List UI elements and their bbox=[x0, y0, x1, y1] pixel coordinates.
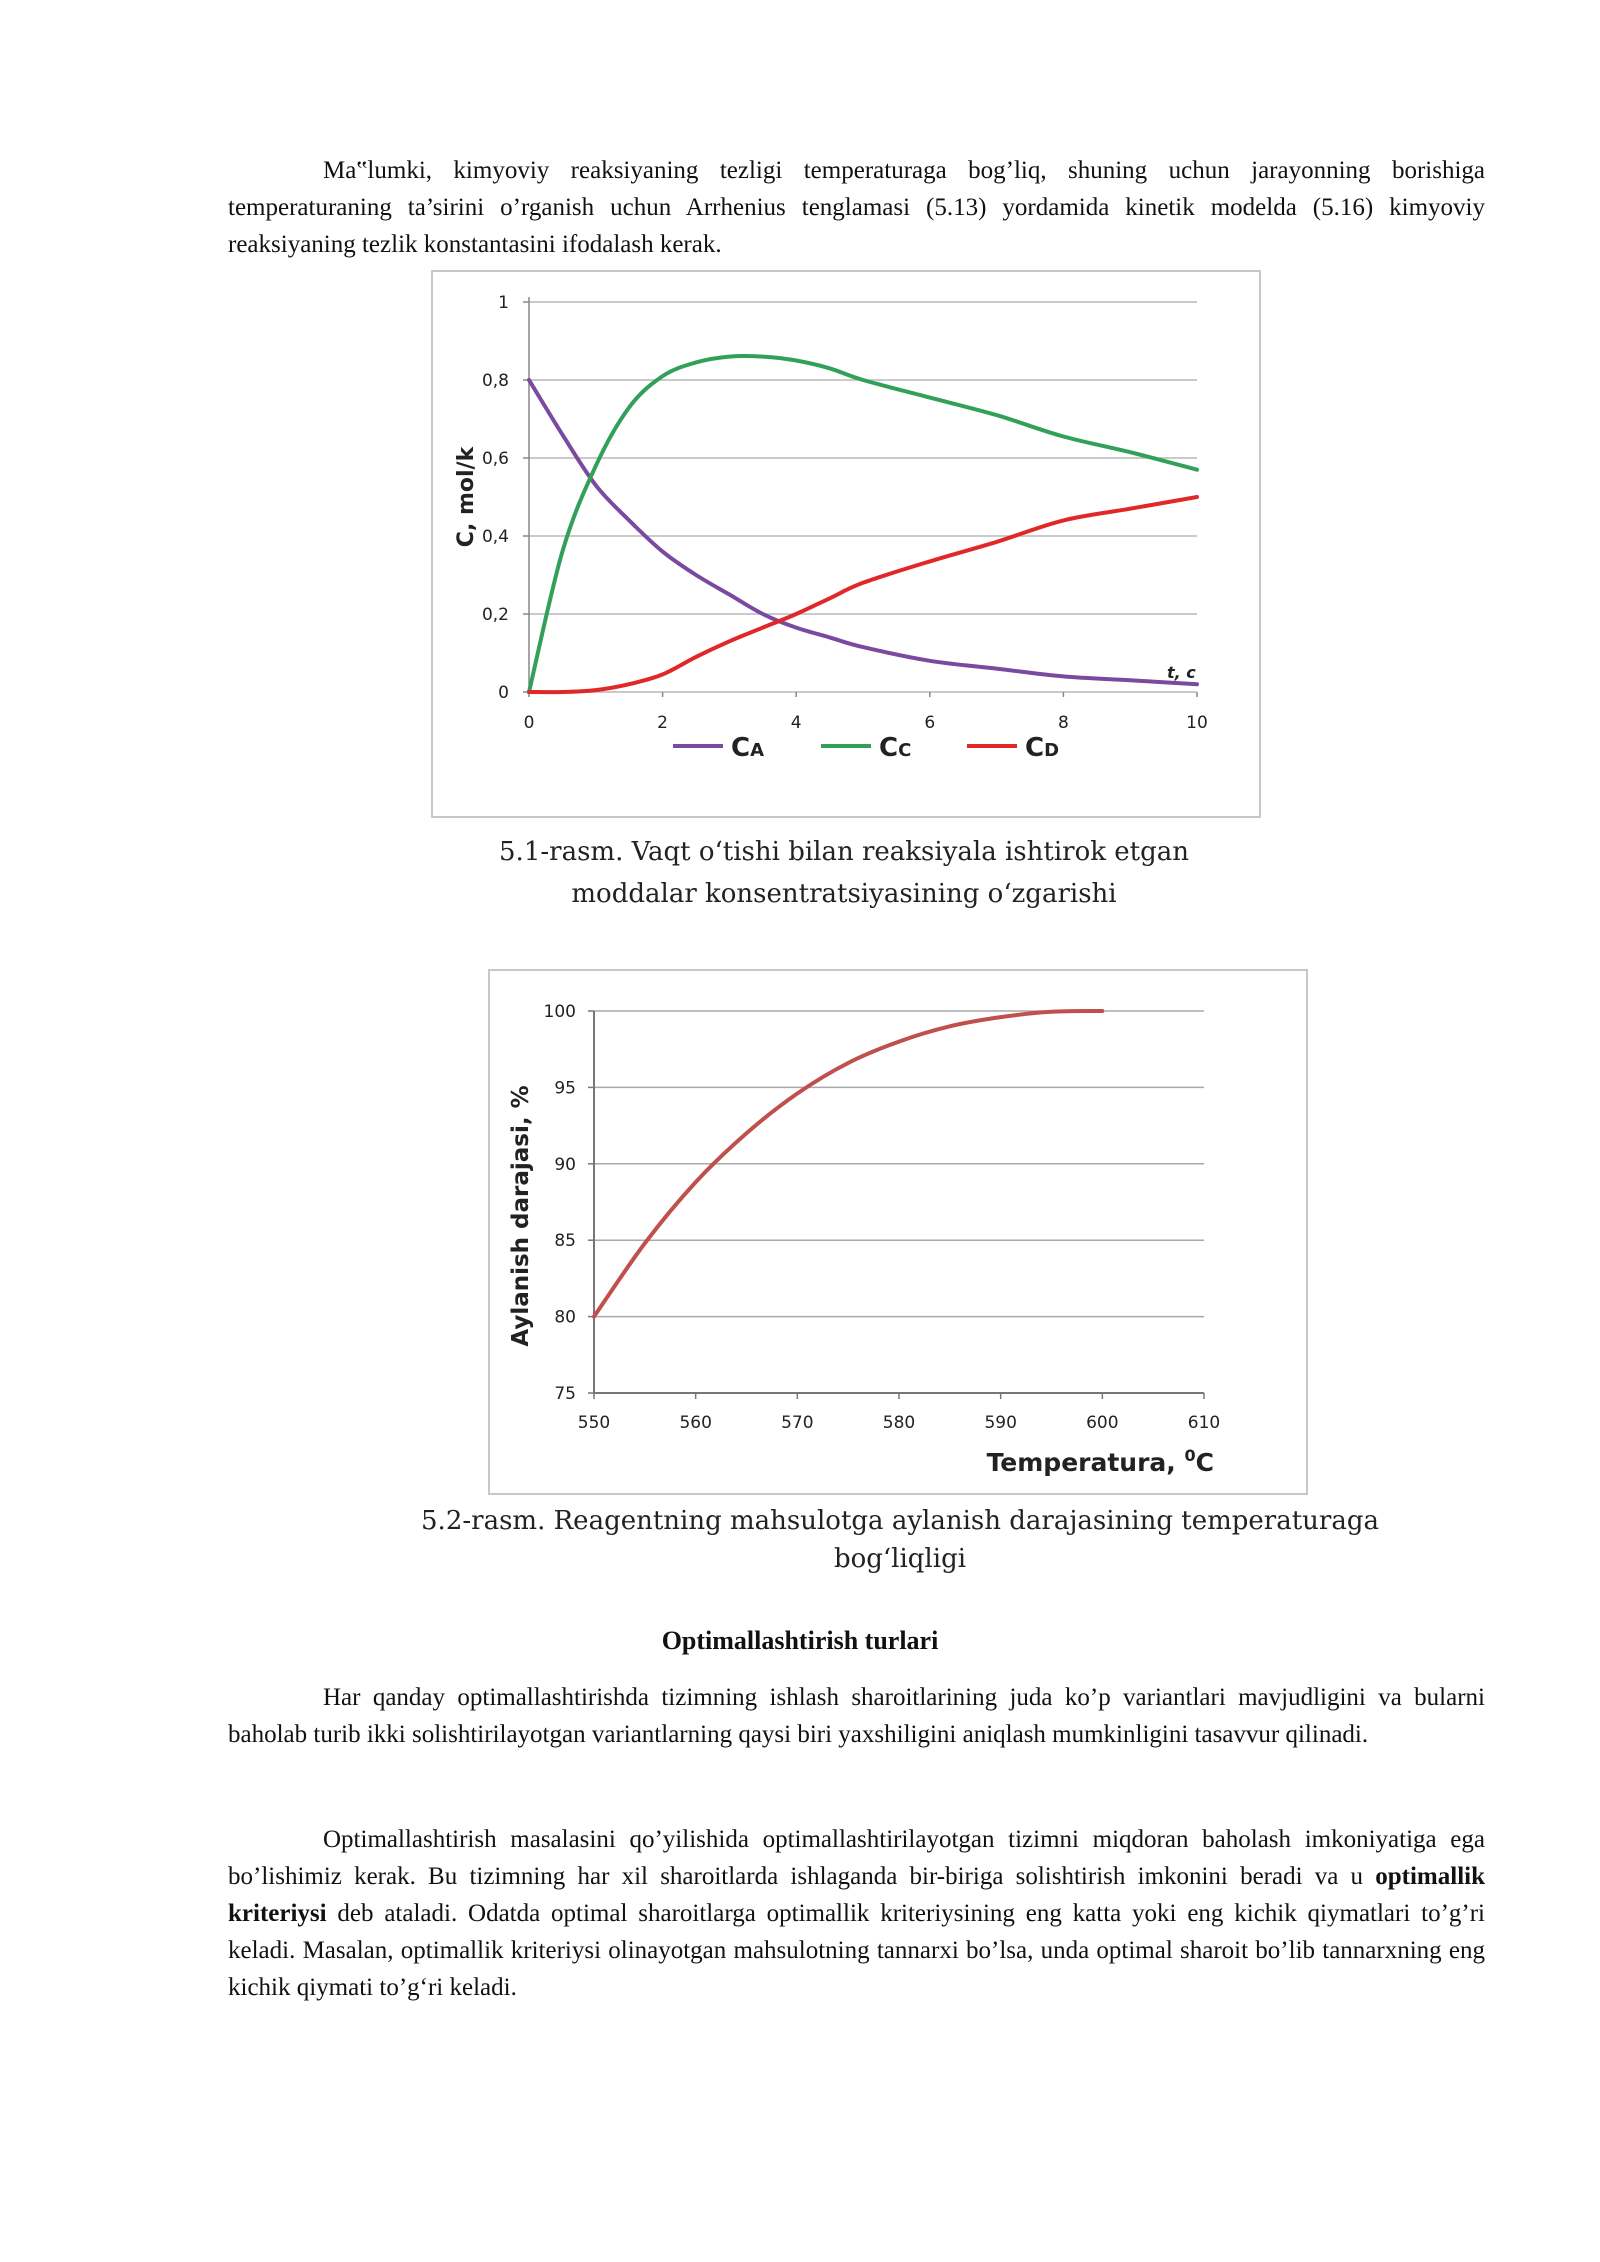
x-tick-label: 4 bbox=[790, 713, 802, 733]
paragraph-3 bbox=[228, 1821, 1485, 2006]
y-tick-label: 75 bbox=[554, 1384, 576, 1404]
legend-subscript: C bbox=[898, 740, 912, 761]
y-axis-label: Aylanish darajasi, % bbox=[508, 1085, 534, 1347]
figure1-caption-line2: moddalar konsentratsiyasining o‘zgarishi bbox=[571, 879, 1117, 909]
y-tick-label: 0,4 bbox=[481, 527, 509, 547]
y-tick-label: 0,6 bbox=[481, 449, 509, 469]
concentration-chart bbox=[433, 272, 1259, 816]
conversion-chart bbox=[490, 971, 1306, 1493]
y-tick-label: 0,2 bbox=[481, 605, 509, 625]
legend-label-CC: CC bbox=[879, 733, 912, 763]
y-tick-label: 85 bbox=[554, 1231, 576, 1252]
x-axis-label-degree: 0 bbox=[1184, 1446, 1196, 1465]
x-tick-label: 0 bbox=[523, 713, 535, 733]
legend-subscript: A bbox=[750, 740, 765, 761]
x-tick-label: 8 bbox=[1057, 713, 1069, 733]
legend-subscript: D bbox=[1044, 740, 1060, 761]
legend-label-CD: CD bbox=[1025, 733, 1060, 763]
intro-text: Ma‟lumki, kimyoviy reaksiyaning tezligi temperaturaga bog’liq, shuning uchun jarayonning borishiga temperaturaning ta’sirini o’rganish uchun Arrhenius tenglamasi (5.13) yordamida kinetik modelda (5.16) kimyoviy reaksiyaning tezlik konstantasini ifodalash kerak. bbox=[228, 157, 1485, 258]
x-tick-label: 580 bbox=[882, 1413, 916, 1433]
y-axis-label: C, mol/k bbox=[454, 446, 479, 548]
paragraph-2 bbox=[228, 1679, 1485, 1753]
figure2-caption bbox=[300, 1502, 1500, 1578]
x-tick-label: 6 bbox=[924, 713, 936, 733]
figure2-frame bbox=[488, 969, 1308, 1495]
x-tick-label: 560 bbox=[679, 1413, 712, 1433]
x-axis-label-unit: C bbox=[1195, 1448, 1214, 1477]
x-tick-label: 570 bbox=[781, 1413, 814, 1433]
x-tick-label: 10 bbox=[1186, 713, 1208, 733]
x-tick-label: 2 bbox=[657, 713, 669, 733]
series-line-CA bbox=[529, 380, 1197, 684]
intro-paragraph bbox=[228, 152, 1485, 263]
x-axis-label: t, c bbox=[1167, 663, 1196, 682]
x-tick-label: 600 bbox=[1086, 1413, 1119, 1433]
y-tick-label: 1 bbox=[498, 293, 509, 313]
y-tick-label: 0,8 bbox=[481, 371, 509, 391]
paragraph-3-text-start: Optimallashtirish masalasini qo’yilishida optimallashtirilayotgan tizimni miqdoran baholash imkoniyatiga ega bo’lishimiz kerak. Bu tizimning har xil sharoitlarda ishlaganda bir-biriga solishtirish imkonini beradi va u bbox=[228, 1826, 1485, 1890]
legend-label-CA: CA bbox=[731, 733, 765, 763]
y-tick-label: 95 bbox=[554, 1078, 576, 1099]
y-tick-label: 80 bbox=[554, 1307, 576, 1328]
optimality-criterion-term: optimallik kriteriysi bbox=[228, 1863, 1485, 1927]
x-tick-label: 610 bbox=[1187, 1413, 1221, 1433]
paragraph-2-text: Har qanday optimallashtirishda tizimning ishlash sharoitlarining juda ko’p variantlari mavjudligini va bularni baholab turib ikki solishtirilayotgan variantlarning qaysi biri yaxshiligini aniqlash mumkinligini tasavvur qilinadi. bbox=[228, 1684, 1485, 1748]
section-heading: Optimallashtirish turlari bbox=[661, 1626, 939, 1655]
x-axis-label: Temperatura, $^0$C bbox=[986, 1446, 1214, 1477]
figure1-caption-line1: 5.1-rasm. Vaqt o‘tishi bilan reaksiyala ishtirok etgan bbox=[499, 837, 1189, 867]
figure1-caption bbox=[431, 831, 1257, 915]
figure1-frame bbox=[431, 270, 1261, 818]
series-line-CD bbox=[529, 497, 1197, 692]
x-tick-label: 590 bbox=[984, 1413, 1017, 1433]
figure2-caption-line2: bog‘liqligi bbox=[833, 1544, 967, 1574]
y-tick-label: 100 bbox=[543, 1002, 576, 1022]
x-tick-label: 550 bbox=[577, 1413, 611, 1433]
figure2-caption-line1: 5.2-rasm. Reagentning mahsulotga aylanish darajasining temperaturaga bbox=[421, 1506, 1379, 1536]
y-tick-label: 0 bbox=[498, 683, 509, 703]
series-line-CC bbox=[529, 356, 1197, 692]
paragraph-3-text-end: deb ataladi. Odatda optimal sharoitlarga optimallik kriteriysining eng katta yoki eng kichik qiymatlari to’g’ri keladi. Masalan, optimallik kriteriysi olinayotgan mahsulotning tannarxi bo’lsa, unda optimal sharoit bo’lib tannarxning eng kichik qiymati to’g‘ri keladi. bbox=[228, 1900, 1485, 2001]
y-tick-label: 90 bbox=[554, 1154, 576, 1175]
